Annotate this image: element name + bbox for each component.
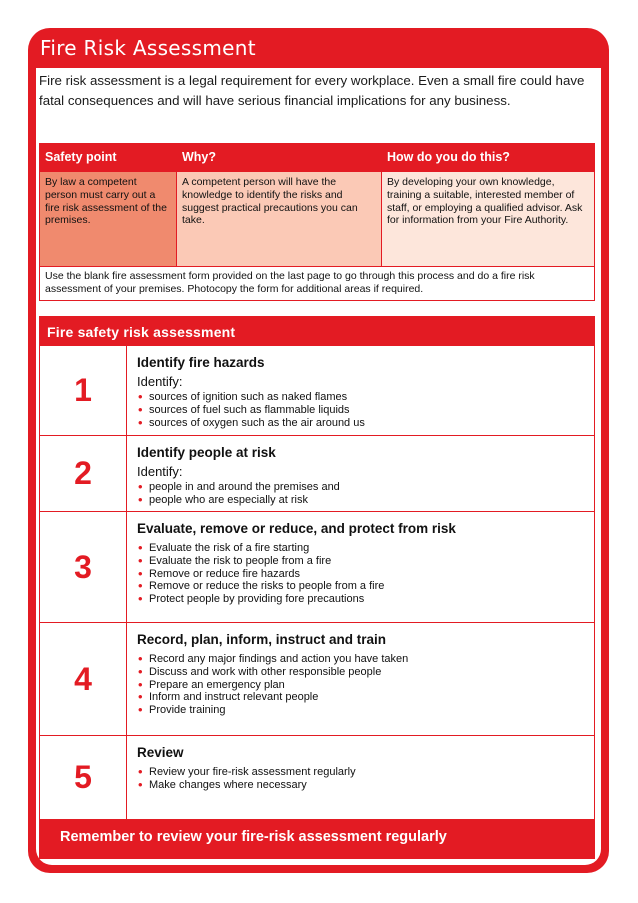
column-header-why: Why? <box>177 144 382 172</box>
step-number: 2 <box>40 436 127 511</box>
table-header-row <box>40 144 595 172</box>
step-list <box>137 391 584 429</box>
step-1 <box>40 345 594 435</box>
fire-risk-panel <box>28 28 609 873</box>
list-item: • Record any major findings and action you have taken <box>137 653 584 666</box>
panel-content <box>36 68 601 865</box>
risk-assessment-box <box>39 316 595 859</box>
step-3 <box>40 511 594 622</box>
column-header-how: How do you do this? <box>382 144 595 172</box>
list-item: • Remove or reduce fire hazards <box>137 568 584 581</box>
table-note: Use the blank fire assessment form provided on the last page to go through this process and do a fire risk assessment of your premises. Photocopy the form for additional areas if required. <box>40 267 595 301</box>
risk-assessment-heading: Fire safety risk assessment <box>40 317 594 345</box>
list-item: • Review your fire-risk assessment regularly <box>137 766 584 779</box>
step-number: 1 <box>40 346 127 435</box>
table-note-row <box>40 267 595 301</box>
step-body <box>127 623 594 717</box>
step-number: 5 <box>40 736 127 819</box>
list-item: • Inform and instruct relevant people <box>137 691 584 704</box>
list-item: • Provide training <box>137 704 584 717</box>
list-item: • sources of fuel such as flammable liquids <box>137 404 584 417</box>
step-list <box>137 481 584 507</box>
table-cell-how: By developing your own knowledge, training a suitable, interested member of staff, or employing a qualified advisor. Ask for information from your Fire Authority. <box>382 172 595 267</box>
step-number: 3 <box>40 512 127 622</box>
list-item: • Prepare an emergency plan <box>137 679 584 692</box>
step-body <box>127 512 594 606</box>
page-title: Fire Risk Assessment <box>40 36 256 60</box>
table-row <box>40 172 595 267</box>
list-item: • Evaluate the risk of a fire starting <box>137 542 584 555</box>
step-number: 4 <box>40 623 127 735</box>
step-subtitle: Identify: <box>137 464 183 479</box>
intro-paragraph: Fire risk assessment is a legal requirement for every workplace. Even a small fire could have fatal consequences and will have serious financial implications for any business. <box>39 73 585 108</box>
step-title: Evaluate, remove or reduce, and protect from risk <box>137 521 456 536</box>
list-item: • sources of ignition such as naked flames <box>137 391 584 404</box>
step-title: Identify people at risk <box>137 445 276 460</box>
step-title: Record, plan, inform, instruct and train <box>137 632 387 647</box>
table-cell-safety-point: By law a competent person must carry out a fire risk assessment of the premises. <box>40 172 177 267</box>
list-item: • Evaluate the risk to people from a fire <box>137 555 584 568</box>
list-item: • Discuss and work with other responsible people <box>137 666 584 679</box>
step-list <box>137 653 584 717</box>
step-body <box>127 346 594 429</box>
safety-table <box>39 143 595 301</box>
step-title: Identify fire hazards <box>137 355 265 370</box>
review-reminder: Remember to review your fire-risk assessment regularly <box>40 819 594 858</box>
step-body <box>127 436 594 507</box>
column-header-safety-point: Safety point <box>40 144 177 172</box>
list-item: • Remove or reduce the risks to people from a fire <box>137 580 584 593</box>
step-list <box>137 542 584 606</box>
list-item: • people who are especially at risk <box>137 494 584 507</box>
list-item: • people in and around the premises and <box>137 481 584 494</box>
list-item: • Protect people by providing fore precautions <box>137 593 584 606</box>
step-subtitle: Identify: <box>137 374 183 389</box>
table-cell-why: A competent person will have the knowledge to identify the risks and suggest practical precautions you can take. <box>177 172 382 267</box>
list-item: • Make changes where necessary <box>137 779 584 792</box>
step-list <box>137 766 584 792</box>
step-4 <box>40 622 594 735</box>
step-2 <box>40 435 594 511</box>
list-item: • sources of oxygen such as the air around us <box>137 417 584 430</box>
step-title: Review <box>137 745 184 760</box>
step-5 <box>40 735 594 819</box>
step-body <box>127 736 594 792</box>
